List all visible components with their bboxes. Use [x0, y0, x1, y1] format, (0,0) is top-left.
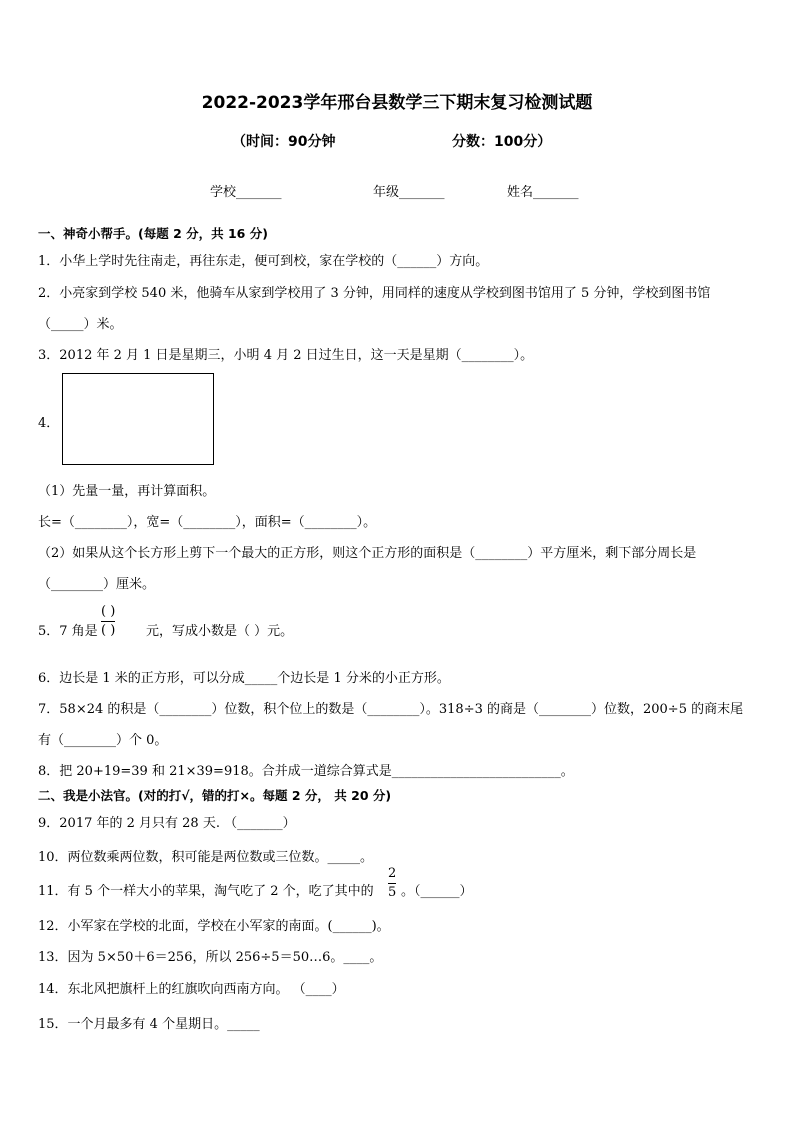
question-7-line1: 7．58×24 的积是（________）位数，积个位上的数是（________）。318÷3 的商是（________）位数，200÷5 的商末尾	[38, 702, 744, 717]
question-15: 15．一个月最多有 4 个星期日。_____	[38, 1017, 260, 1032]
question-3: 3．2012 年 2 月 1 日是星期三，小明 4 月 2 日过生日，这一天是星期（________）。	[38, 348, 534, 363]
exam-time: （时间：90分钟	[232, 134, 336, 150]
question-14: 14．东北风把旗杆上的红旗吹向西南方向。 （____）	[38, 982, 345, 997]
question-4-part1-answers: 长=（________），宽=（________），面积=（________）。	[38, 515, 377, 530]
question-2-line1: 2．小亮家到学校 540 米，他骑车从家到学校用了 3 分钟，用同样的速度从学校到图书馆用了 5 分钟，学校到图书馆	[38, 286, 711, 301]
question-6: 6．边长是 1 米的正方形，可以分成_____个边长是 1 分米的小正方形。	[38, 671, 450, 686]
fraction-denominator: ( )	[101, 623, 116, 638]
fraction-bar	[388, 883, 396, 884]
name-field: 姓名_______	[507, 185, 579, 200]
page-title: 2022-2023学年邢台县数学三下期末复习检测试题	[201, 93, 593, 113]
question-9: 9．2017 年的 2 月只有 28 天. （_______）	[38, 816, 296, 831]
question-4-part2-line2: （________）厘米。	[38, 577, 156, 592]
question-4-label: 4．	[38, 416, 60, 431]
question-5-start: 5．7 角是	[38, 624, 98, 639]
question-2-line2: （_____）米。	[38, 317, 123, 332]
school-field: 学校_______	[210, 185, 282, 200]
question-11-fraction	[388, 866, 396, 901]
question-7-line2: 有（________）个 0。	[38, 733, 168, 748]
section-2-heading: 二、我是小法官。(对的打√，错的打×。每题 2 分， 共 20 分)	[38, 788, 392, 803]
question-5-end: 元，写成小数是（ ）元。	[146, 624, 294, 639]
fraction-numerator: ( )	[101, 604, 116, 619]
question-12: 12．小军家在学校的北面，学校在小军家的南面。(______)。	[38, 919, 390, 934]
question-11-end: 。（______）	[401, 884, 473, 899]
fraction-numerator: 2	[388, 866, 397, 881]
question-5-fraction	[101, 604, 115, 639]
fraction-denominator: 5	[388, 885, 397, 900]
question-13: 13．因为 5×50＋6＝256，所以 256÷5＝50…6。____。	[38, 950, 383, 965]
question-4-part2-line1: （2）如果从这个长方形上剪下一个最大的正方形，则这个正方形的面积是（________）平方厘米，剩下部分周长是	[38, 546, 697, 561]
exam-score: 分数：100分）	[452, 134, 552, 150]
section-1-heading: 一、神奇小帮手。(每题 2 分，共 16 分)	[38, 226, 268, 241]
rectangle-figure	[62, 373, 214, 465]
question-1: 1．小华上学时先往南走，再往东走，便可到校，家在学校的（______）方向。	[38, 254, 489, 269]
question-11-start: 11．有 5 个一样大小的苹果，淘气吃了 2 个，吃了其中的	[38, 884, 374, 899]
question-10: 10．两位数乘两位数，积可能是两位数或三位数。_____。	[38, 850, 374, 865]
fraction-bar	[101, 621, 115, 622]
question-4-part1: （1）先量一量，再计算面积。	[38, 484, 216, 499]
grade-field: 年级_______	[373, 185, 445, 200]
question-8: 8．把 20+19=39 和 21×39=918。合并成一道综合算式是__________________________。	[38, 764, 574, 779]
